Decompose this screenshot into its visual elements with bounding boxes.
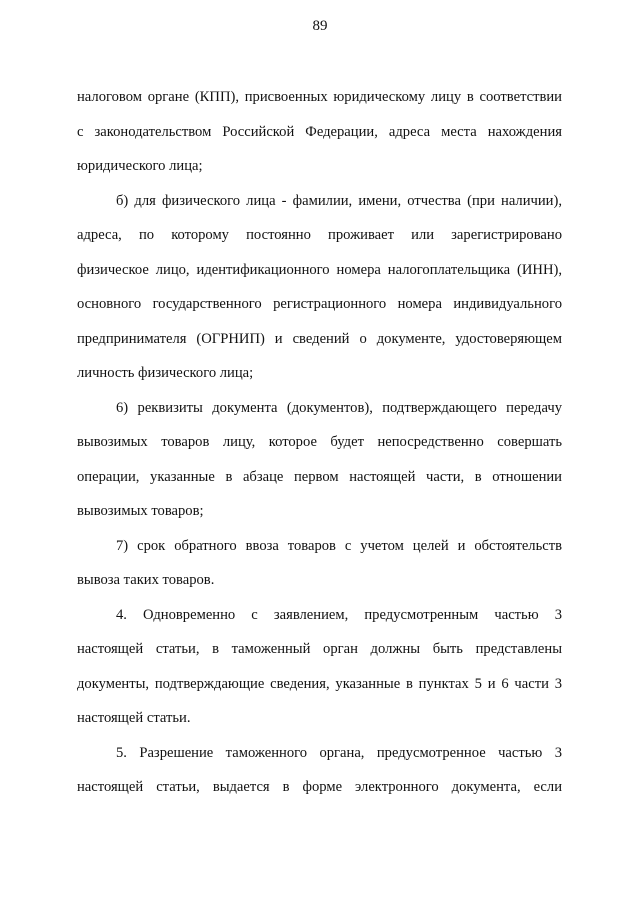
page-number: 89 xyxy=(312,18,328,34)
text-line: основного государственного регистрационного номера индивидуального xyxy=(77,296,562,312)
text-line: юридического лица; xyxy=(77,158,203,174)
text-line: операции, указанные в абзаце первом настоящей части, в отношении xyxy=(77,468,562,485)
text-line: 4. Одновременно с заявлением, предусмотренным частью 3 xyxy=(116,606,562,623)
text-line: вывозимых товаров лицу, которое будет непосредственно совершать xyxy=(77,434,562,450)
text-line: б) для физического лица - фамилии, имени, отчества (при наличии), xyxy=(116,192,562,209)
text-line: настоящей статьи, в таможенный орган должны быть представлены xyxy=(77,641,562,657)
text-line: документы, подтверждающие сведения, указанные в пунктах 5 и 6 части 3 xyxy=(77,675,562,692)
text-line: 7) срок обратного ввоза товаров с учетом целей и обстоятельств xyxy=(116,537,562,554)
text-line: вывоза таких товаров. xyxy=(77,572,215,588)
text-line: настоящей статьи, выдается в форме электронного документа, если xyxy=(77,779,562,795)
document-body xyxy=(77,80,562,805)
text-line: настоящей статьи. xyxy=(77,710,191,726)
text-line: 6) реквизиты документа (документов), подтверждающего передачу xyxy=(116,399,562,416)
text-line: 5. Разрешение таможенного органа, предусмотренное частью 3 xyxy=(116,744,562,761)
text-line: физическое лицо, идентификационного номера налогоплательщика (ИНН), xyxy=(77,261,562,278)
text-line: адреса, по которому постоянно проживает или зарегистрировано xyxy=(77,227,562,243)
text-line: личность физического лица; xyxy=(77,365,254,381)
text-line: предпринимателя (ОГРНИП) и сведений о документе, удостоверяющем xyxy=(77,330,562,347)
text-line: с законодательством Российской Федерации, адреса места нахождения xyxy=(77,123,562,140)
text-line: налоговом органе (КПП), присвоенных юридическому лицу в соответствии xyxy=(77,89,562,105)
text-line: вывозимых товаров; xyxy=(77,503,204,519)
